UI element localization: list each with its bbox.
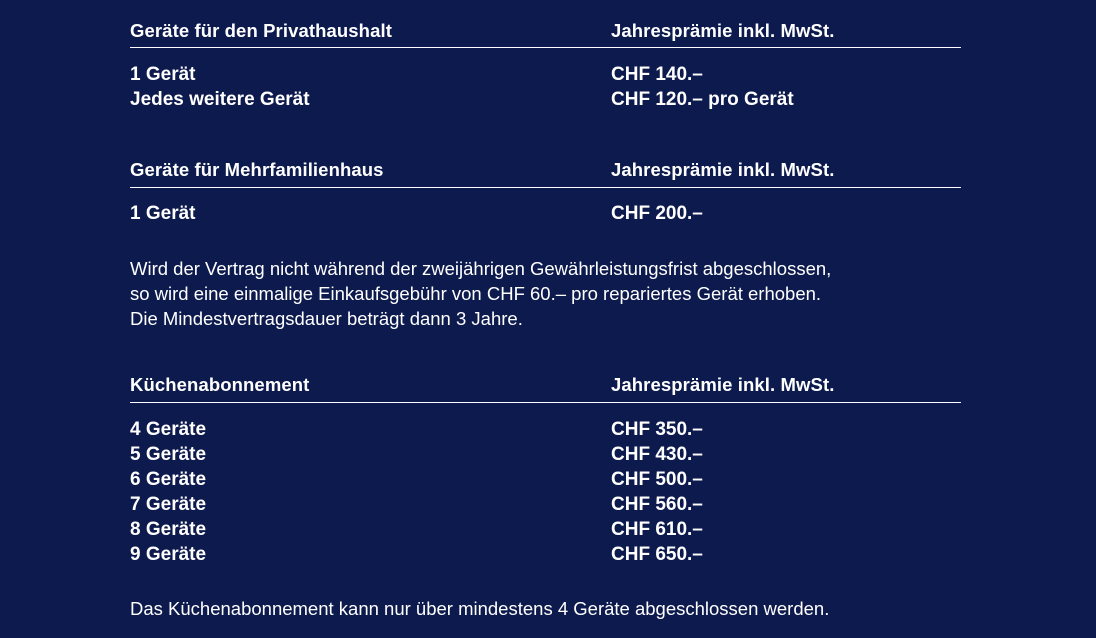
price-row bbox=[130, 203, 961, 228]
row-price: CHF 120.– pro Gerät bbox=[611, 89, 794, 110]
row-label: 9 Geräte bbox=[130, 544, 207, 565]
row-label: 8 Geräte bbox=[130, 519, 207, 540]
note-line: Wird der Vertrag nicht während der zweijährigen Gewährleistungsfrist abgeschlossen, bbox=[130, 258, 832, 279]
section-title: Geräte für den Privathaushalt bbox=[130, 20, 392, 41]
price-row bbox=[130, 469, 961, 494]
price-column-heading: Jahresprämie inkl. MwSt. bbox=[611, 159, 835, 180]
price-column-heading: Jahresprämie inkl. MwSt. bbox=[611, 374, 835, 395]
section-header bbox=[130, 374, 961, 398]
section-mehrfamilienhaus bbox=[130, 159, 961, 224]
price-row bbox=[130, 444, 961, 469]
note-line: so wird eine einmalige Einkaufsgebühr von CHF 60.– pro repariertes Gerät erhoben. bbox=[130, 283, 822, 304]
section-header bbox=[130, 20, 961, 44]
row-label: Jedes weitere Gerät bbox=[130, 89, 310, 110]
row-label: 1 Gerät bbox=[130, 64, 196, 85]
price-column-heading: Jahresprämie inkl. MwSt. bbox=[611, 20, 835, 41]
divider bbox=[130, 402, 961, 403]
row-price: CHF 350.– bbox=[611, 419, 703, 440]
section-privathaushalt bbox=[130, 20, 961, 110]
row-label: 5 Geräte bbox=[130, 444, 207, 465]
divider bbox=[130, 47, 961, 48]
price-row bbox=[130, 519, 961, 544]
row-price: CHF 430.– bbox=[611, 444, 703, 465]
row-price: CHF 560.– bbox=[611, 494, 703, 515]
row-price: CHF 140.– bbox=[611, 64, 703, 85]
row-label: 6 Geräte bbox=[130, 469, 207, 490]
row-price: CHF 500.– bbox=[611, 469, 703, 490]
section-title: Geräte für Mehrfamilienhaus bbox=[130, 159, 384, 180]
price-row bbox=[130, 64, 961, 89]
mehrfamilien-note bbox=[130, 256, 990, 331]
price-row bbox=[130, 494, 961, 519]
row-price: CHF 200.– bbox=[611, 203, 703, 224]
note-line: Die Mindestvertragsdauer beträgt dann 3 Jahre. bbox=[130, 308, 523, 329]
row-label: 4 Geräte bbox=[130, 419, 207, 440]
price-row bbox=[130, 544, 961, 569]
row-label: 1 Gerät bbox=[130, 203, 196, 224]
section-kuechenabonnement bbox=[130, 374, 961, 565]
section-header bbox=[130, 159, 961, 183]
divider bbox=[130, 187, 961, 188]
section-title: Küchenabonnement bbox=[130, 374, 310, 395]
price-row bbox=[130, 419, 961, 444]
note-line: Das Küchenabonnement kann nur über mindestens 4 Geräte abgeschlossen werden. bbox=[130, 598, 830, 619]
kueche-note bbox=[130, 596, 990, 621]
row-price: CHF 610.– bbox=[611, 519, 703, 540]
row-price: CHF 650.– bbox=[611, 544, 703, 565]
price-row bbox=[130, 89, 961, 114]
row-label: 7 Geräte bbox=[130, 494, 207, 515]
